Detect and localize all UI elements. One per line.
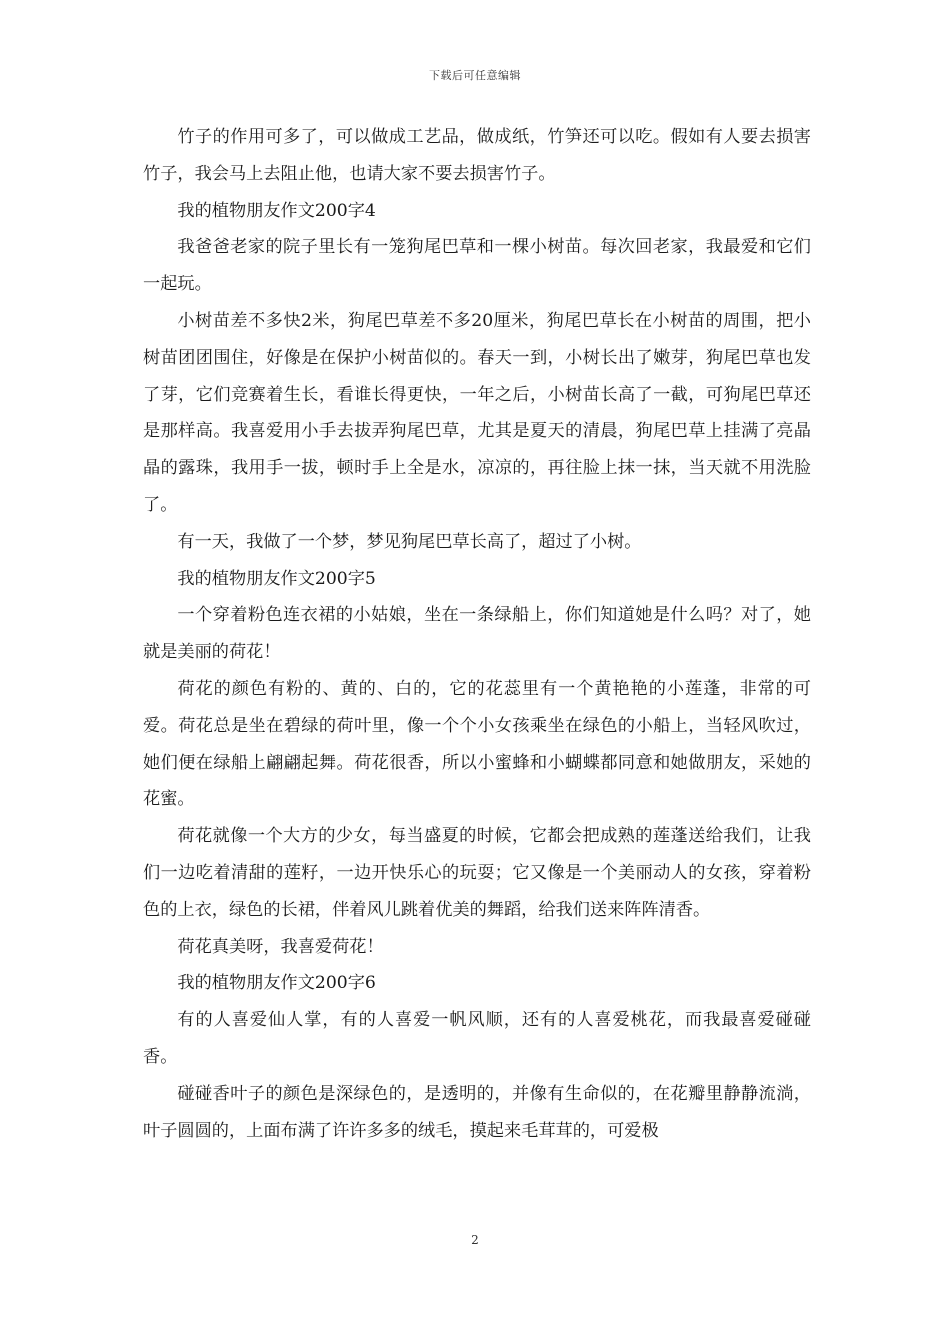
section-heading: 我的植物朋友作文200字6 [177, 973, 376, 994]
paragraph: 小树苗差不多快2米，狗尾巴草差不多20厘米，狗尾巴草长在小树苗的周围，把小树苗团团围住，好像是在保护小树苗似的。春天一到，小树长出了嫩芽，狗尾巴草也发了芽，它们竞赛着生长，看谁长得更快，一年之后，小树苗长高了一截，可狗尾巴草还是那样高。我喜爱用小手去拔弄狗尾巴草，尤其是夏天的清晨，狗尾巴草上挂满了亮晶晶的露珠，我用手一拔，顿时手上全是水，凉凉的，再往脸上抹一抹，当天就不用洗脸了。 [143, 310, 811, 515]
paragraph: 有一天，我做了一个梦，梦见狗尾巴草长高了，超过了小树。 [177, 531, 642, 552]
section-heading: 我的植物朋友作文200字4 [177, 200, 376, 221]
section-heading: 我的植物朋友作文200字5 [177, 568, 376, 589]
paragraph: 荷花就像一个大方的少女，每当盛夏的时候，它都会把成熟的莲蓬送给我们，让我们一边吃着清甜的莲籽，一边开快乐心的玩耍；它又像是一个美丽动人的女孩，穿着粉色的上衣，绿色的长裙，伴着风儿跳着优美的舞蹈，给我们送来阵阵清香。 [143, 826, 811, 920]
paragraph: 竹子的作用可多了，可以做成工艺品，做成纸，竹笋还可以吃。假如有人要去损害竹子，我会马上去阻止他，也请大家不要去损害竹子。 [143, 127, 811, 184]
paragraph: 荷花的颜色有粉的、黄的、白的，它的花蕊里有一个黄艳艳的小莲蓬，非常的可爱。荷花总是坐在碧绿的荷叶里，像一个个小女孩乘坐在绿色的小船上，当轻风吹过，她们便在绿船上翩翩起舞。荷花很香，所以小蜜蜂和小蝴蝶都同意和她做朋友，采她的花蜜。 [143, 678, 811, 810]
paragraph: 我爸爸老家的院子里长有一笼狗尾巴草和一棵小树苗。每次回老家，我最爱和它们一起玩。 [143, 237, 811, 295]
paragraph: 荷花真美呀，我喜爱荷花！ [177, 936, 384, 957]
page-number: 2 [471, 1233, 479, 1247]
paragraph: 碰碰香叶子的颜色是深绿色的，是透明的，并像有生命似的，在花瓣里静静流淌，叶子圆圆的，上面布满了许许多多的绒毛，摸起来毛茸茸的，可爱极 [143, 1083, 811, 1141]
document-body [143, 119, 811, 1149]
paragraph: 一个穿着粉色连衣裙的小姑娘，坐在一条绿船上，你们知道她是什么吗？对了，她就是美丽的荷花！ [143, 605, 811, 663]
paragraph: 有的人喜爱仙人掌，有的人喜爱一帆风顺，还有的人喜爱桃花，而我最喜爱碰碰香。 [143, 1010, 811, 1067]
page-header: 下载后可任意编辑 [429, 69, 521, 82]
